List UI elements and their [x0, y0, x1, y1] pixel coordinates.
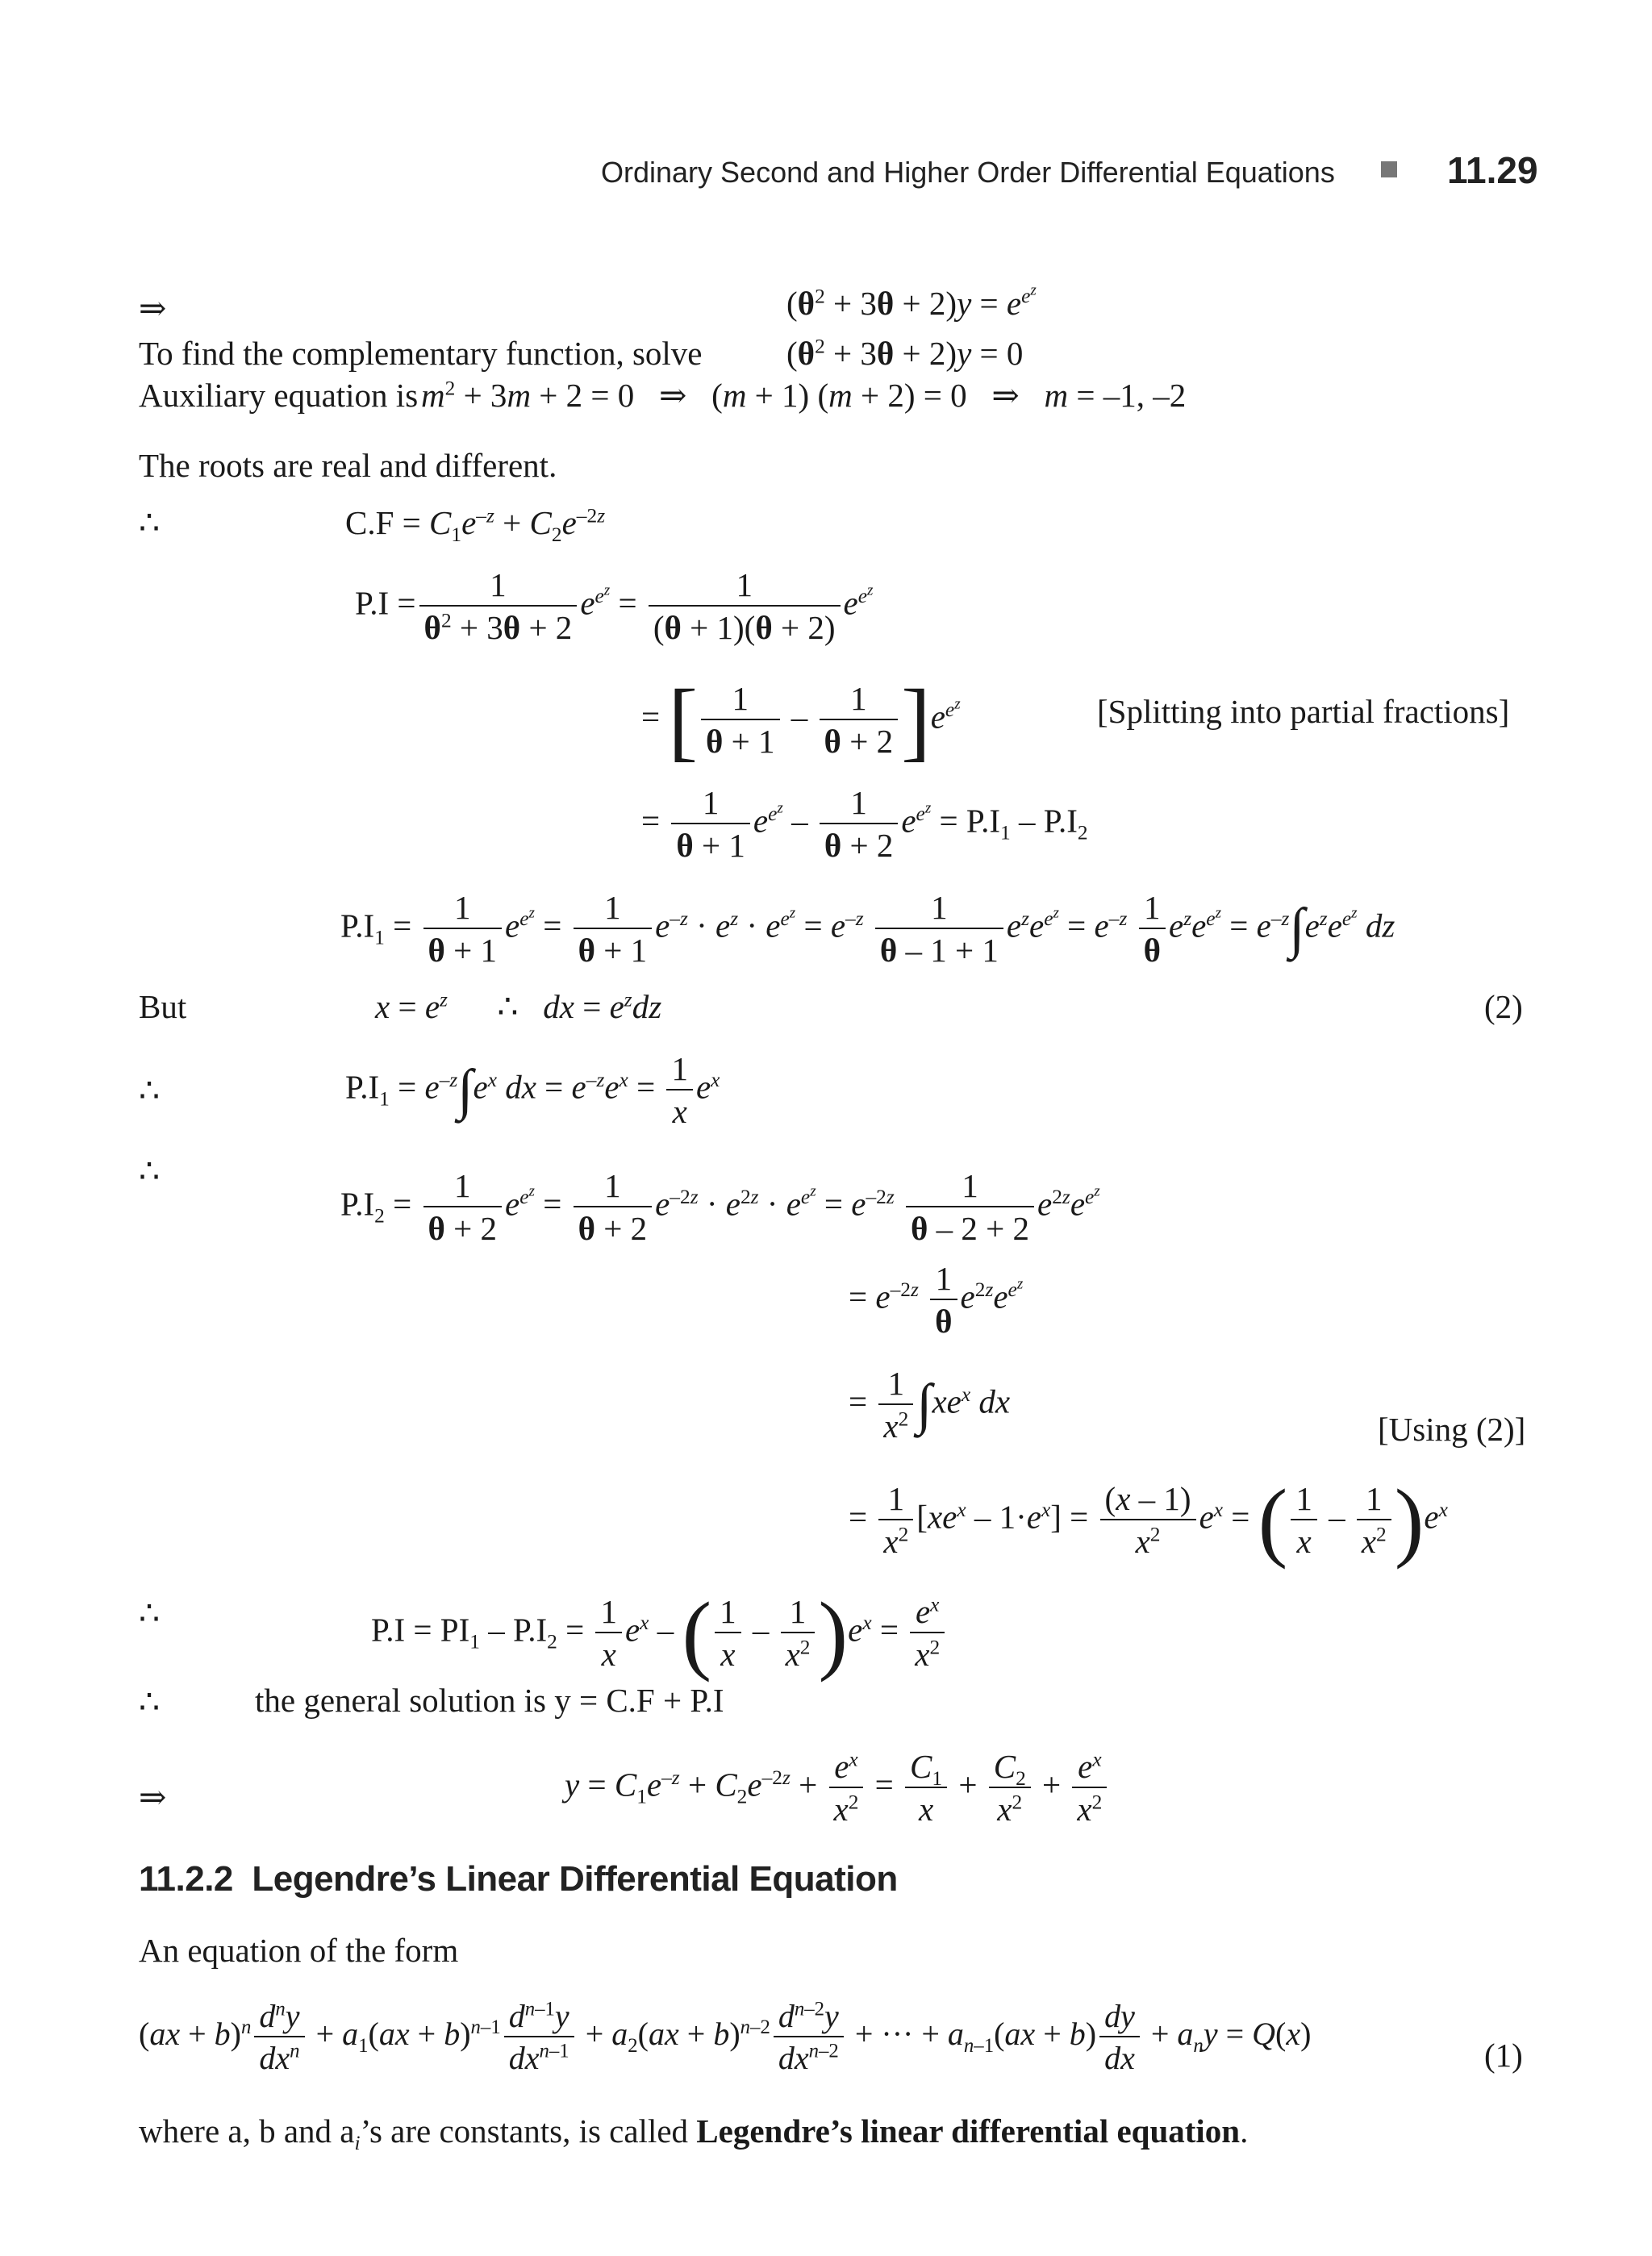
- section-number: 11.2.2: [139, 1859, 233, 1899]
- general-solution: $y = C_1e^{-z} + C_2e^{-2z}$ + $\frac{e^x}{x^2}$ = $\frac{C_1}{x}$ + $\frac{C_2}{x^2}$ + $\frac{e^x}{x^2}$: [565, 1750, 1110, 1826]
- therefore-symbol: ∴: [139, 1072, 161, 1109]
- definition-text-start: where a, b and a: [139, 2112, 355, 2150]
- complementary-function: $C.F = C_1e^{-z} + C_2e^{-2z}$: [345, 504, 606, 547]
- therefore-symbol: ∴: [139, 504, 161, 541]
- therefore-symbol: ∴: [139, 1153, 161, 1190]
- implies-symbol: ⇒: [139, 290, 167, 327]
- roots-statement: The roots are real and different.: [139, 447, 557, 484]
- pi-definition: P.I = $\frac{1}{\theta^2 + 3\theta + 2}$ $e^{e^z}$ = $\frac{1}{(\theta + 1)(\theta + 2)}$ $e^{e^z}$: [355, 566, 874, 646]
- therefore-symbol: ∴: [139, 1683, 161, 1720]
- equation-number-1: (1): [1484, 2037, 1523, 2074]
- section-intro: An equation of the form: [139, 1932, 459, 1969]
- pi1-derivation: $P.I_1$ = $\frac{1}{\theta + 1}$ $e^{e^z}$ = $\frac{1}{\theta + 1}$ $e^{-z} \cdot e^z \cdot e^{e^z} = e^{-z}$ $\frac{1}{\theta - 1 + 1}$ $e^ze^{e^z} = e^{-z}$ $\frac{1}{\theta}$ $e^ze^{e^z} = e^{-z}\int e^ze^{e^z}$ dz: [340, 889, 1395, 969]
- equation-number-2: (2): [1484, 988, 1523, 1025]
- pi2-derivation: $P.I_2$ = $\frac{1}{\theta + 2}$ $e^{e^z}$ = $\frac{1}{\theta + 2}$ $e^{-2z} \cdot e^{2z} \cdot e^{e^z} = e^{-2z}$ $\frac{1}{\theta - 2 + 2}$ $e^{2z}e^{e^z}$: [340, 1167, 1100, 1247]
- pi-split: = $\frac{1}{\theta + 1}$ $e^{e^z}$ – $\frac{1}{\theta + 2}$ $e^{e^z} = P.I_1 - P.I_2$: [641, 784, 1088, 864]
- section-heading: [139, 1859, 898, 1899]
- auxiliary-label: Auxiliary equation is: [139, 377, 419, 414]
- section-title: Legendre’s Linear Differential Equation: [252, 1859, 898, 1899]
- pi2-step4: = $\frac{1}{x^2}$ $[xe^x - 1\cdot e^x]$ = $\frac{(x - 1)}{x^2}$ $e^x$ = ( $\frac{1}{x}$ – $\frac{1}{x^2}$ )$e^x$: [849, 1471, 1448, 1570]
- definition-subscript: i: [354, 2132, 361, 2155]
- equation-theta-homog: $(\theta^2 + 3\theta + 2)y = 0$: [786, 335, 1024, 372]
- pi1-result: $P.I_1 = e^{-z}\int e^x$ dx = $e^{-z}e^x$ = $\frac{1}{x}$ $e^x$: [345, 1050, 720, 1130]
- legendre-definition: [139, 2112, 1249, 2155]
- general-solution-statement: the general solution is y = C.F + P.I: [255, 1682, 724, 1719]
- running-title: Ordinary Second and Higher Order Differential Equations: [601, 156, 1335, 189]
- implies-symbol: ⇒: [139, 1779, 167, 1816]
- splitting-note: [Splitting into partial fractions]: [1097, 693, 1510, 730]
- definition-end: .: [1240, 2112, 1249, 2150]
- header-square-icon: [1381, 161, 1397, 177]
- pi2-step2: = $e^{-2z}$ $\frac{1}{\theta}$ $e^{2z}e^{e^z}$: [849, 1260, 1024, 1340]
- legendre-equation: (ax + b)$^n$ $\frac{d^ny}{dx^n}$ + $a_1(ax + b)^{n-1}$ $\frac{d^{n-1}y}{dx^{n-1}}$ + $a_2(ax + b)^{n-2}$ $\frac{d^{n-2}y}{dx^{n-2}}$ + ··· + $a_{n-1}(ax + b)$ $\frac{dy}{dx}$ + $a_ny = Q(x)$: [139, 1998, 1312, 2076]
- using-note: [Using (2)]: [1378, 1411, 1526, 1448]
- page-number: 11.29: [1447, 149, 1538, 191]
- pi2-step3: = $\frac{1}{x^2}$ $\int xe^x$ dx: [849, 1365, 1011, 1445]
- definition-text-middle: ’s are constants, is called: [360, 2112, 689, 2150]
- but-label: But: [139, 988, 187, 1025]
- pi-partial-fractions: = [ $\frac{1}{\theta + 1}$ – $\frac{1}{\theta + 2}$ ]$e^{e^z}$: [641, 671, 961, 769]
- cf-instruction: To find the complementary function, solve: [139, 335, 703, 372]
- substitution: $x = e^z$ ∴ dx = $e^zdz$: [375, 988, 662, 1025]
- pi-total: $P.I = PI_1 - P.I_2$ = $\frac{1}{x}$ $e^x$ – ( $\frac{1}{x}$ – $\frac{1}{x^2}$ )$e^x$ = $\frac{e^x}{x^2}$: [371, 1589, 948, 1678]
- equation-theta-nonhomog: $(\theta^2 + 3\theta + 2)y = e^{e^z}$: [786, 281, 1037, 322]
- therefore-symbol: ∴: [139, 1595, 161, 1632]
- auxiliary-equation: $m^2 + 3m + 2 = 0$ ⇒ (m + 1) (m + 2) = 0 ⇒ m = –1, –2: [421, 377, 1187, 414]
- definition-term: Legendre’s linear differential equation: [696, 2112, 1241, 2150]
